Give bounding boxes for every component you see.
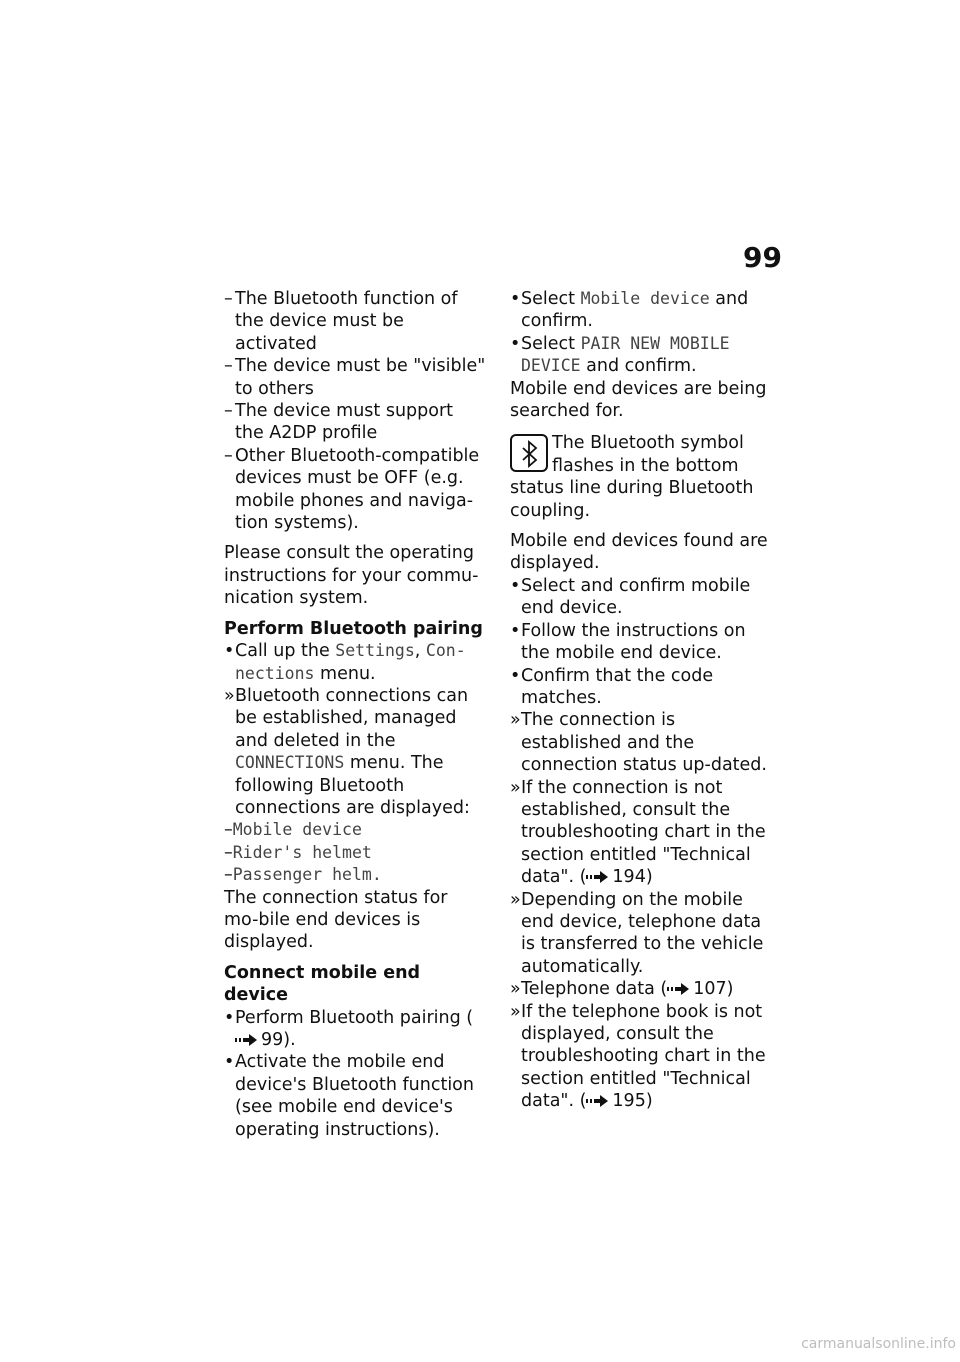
bullet-marker: • bbox=[510, 575, 521, 596]
left-column bbox=[224, 288, 486, 1141]
dash-marker: – bbox=[224, 401, 233, 422]
list-item: • Select and confirm mobile end device. bbox=[510, 575, 751, 619]
result-marker: » bbox=[510, 777, 521, 798]
list-item: –Mobile device bbox=[224, 820, 362, 841]
page-number: 99 bbox=[743, 241, 782, 274]
watermark: carmanualsonline.info bbox=[801, 1336, 956, 1352]
menu-mobile-device: Mobile device bbox=[580, 289, 710, 308]
dash-marker: – bbox=[224, 842, 233, 863]
menu-pair-new: PAIR NEW MOBILE DEVICE bbox=[521, 333, 730, 376]
list-item: –Rider's helmet bbox=[224, 842, 372, 863]
arrow-ref-icon bbox=[667, 983, 693, 995]
list-item: – Other Bluetooth-compatible devices must be OFF (e.g. mobile phones and naviga-tion systems). bbox=[224, 445, 480, 534]
result-marker: » bbox=[510, 889, 521, 910]
page-ref-link[interactable]: 99 bbox=[261, 1030, 284, 1050]
menu-settings: Settings bbox=[335, 641, 415, 661]
result-marker: » bbox=[510, 1001, 521, 1022]
page-ref-link[interactable]: 107 bbox=[693, 979, 727, 1000]
list-item: – The device must be "visible" to others bbox=[224, 356, 486, 399]
result-marker: » bbox=[510, 710, 521, 731]
result-item: » If the telephone book is not displayed, consult the troubleshooting chart in the section entitled "Technical data". ( 195) bbox=[510, 1001, 766, 1112]
consult-paragraph: Please consult the operating instructions for your commu-nication system. bbox=[224, 543, 479, 609]
list-item: • Follow the instructions on the mobile end device. bbox=[510, 620, 746, 664]
searching-paragraph: Mobile end devices are being searched for. bbox=[510, 378, 767, 422]
dash-marker: – bbox=[224, 445, 233, 466]
connect-heading: Connect mobile end device bbox=[224, 962, 421, 1006]
bullet-marker: • bbox=[510, 289, 521, 309]
result-item: » Depending on the mobile end device, telephone data is transferred to the vehicle automatically. bbox=[510, 889, 764, 977]
bullet-marker: • bbox=[224, 1052, 235, 1073]
arrow-ref-icon bbox=[235, 1034, 261, 1046]
list-item: • Select Mobile device and confirm. bbox=[510, 289, 749, 332]
page-ref-link[interactable]: 194 bbox=[612, 867, 646, 888]
bullet-marker: • bbox=[510, 620, 521, 641]
list-item: • Activate the mobile end device's Bluetooth function (see mobile end device's operating instructions). bbox=[224, 1052, 474, 1140]
bullet-marker: • bbox=[510, 333, 521, 354]
dash-marker: – bbox=[224, 356, 233, 377]
list-item: • Call up the Settings, Con-nections menu. bbox=[224, 641, 466, 684]
arrow-ref-icon bbox=[586, 871, 612, 883]
dash-marker: – bbox=[224, 865, 233, 886]
result-item: » Bluetooth connections can be established, managed and deleted in the CONNECTIONS menu. The following Bluetooth connections are displayed: bbox=[224, 685, 470, 818]
pairing-heading: Perform Bluetooth pairing bbox=[224, 618, 483, 639]
found-paragraph: Mobile end devices found are displayed. bbox=[510, 531, 768, 574]
result-item: » Telephone data ( 107) bbox=[510, 979, 734, 1000]
arrow-ref-icon bbox=[586, 1095, 612, 1107]
list-item: –Passenger helm. bbox=[224, 865, 382, 886]
list-item: • Confirm that the code matches. bbox=[510, 665, 714, 708]
list-item: – The device must support the A2DP profile bbox=[224, 401, 454, 444]
page-ref-link[interactable]: 195 bbox=[612, 1091, 646, 1112]
list-item: • Select PAIR NEW MOBILE DEVICE and confirm. bbox=[510, 333, 730, 377]
requirements-list bbox=[224, 288, 486, 534]
right-column bbox=[510, 288, 776, 1113]
connections-list bbox=[224, 819, 486, 886]
menu-connections: Con-nections bbox=[235, 641, 466, 683]
result-item: » The connection is established and the connection status up-dated. bbox=[510, 710, 767, 776]
menu-connections-caps: CONNECTIONS bbox=[235, 753, 345, 773]
status-paragraph: The connection status for mo-bile end devices is displayed. bbox=[224, 887, 448, 953]
result-marker: » bbox=[224, 685, 235, 706]
list-item: • Perform Bluetooth pairing (99). bbox=[224, 1007, 474, 1050]
bullet-marker: • bbox=[224, 641, 235, 662]
bullet-marker: • bbox=[510, 665, 521, 686]
result-item: » If the connection is not established, consult the troubleshooting chart in the section entitled "Technical data". ( 194) bbox=[510, 777, 766, 888]
bullet-marker: • bbox=[224, 1007, 235, 1028]
result-marker: » bbox=[510, 979, 521, 1000]
dash-marker: – bbox=[224, 289, 233, 309]
bluetooth-note: The Bluetooth symbol flashes in the bottom status line during Bluetooth coupling. bbox=[510, 433, 754, 521]
dash-marker: – bbox=[224, 820, 233, 841]
bluetooth-icon bbox=[510, 434, 548, 472]
list-item: – The Bluetooth function of the device must be activated bbox=[224, 289, 458, 354]
